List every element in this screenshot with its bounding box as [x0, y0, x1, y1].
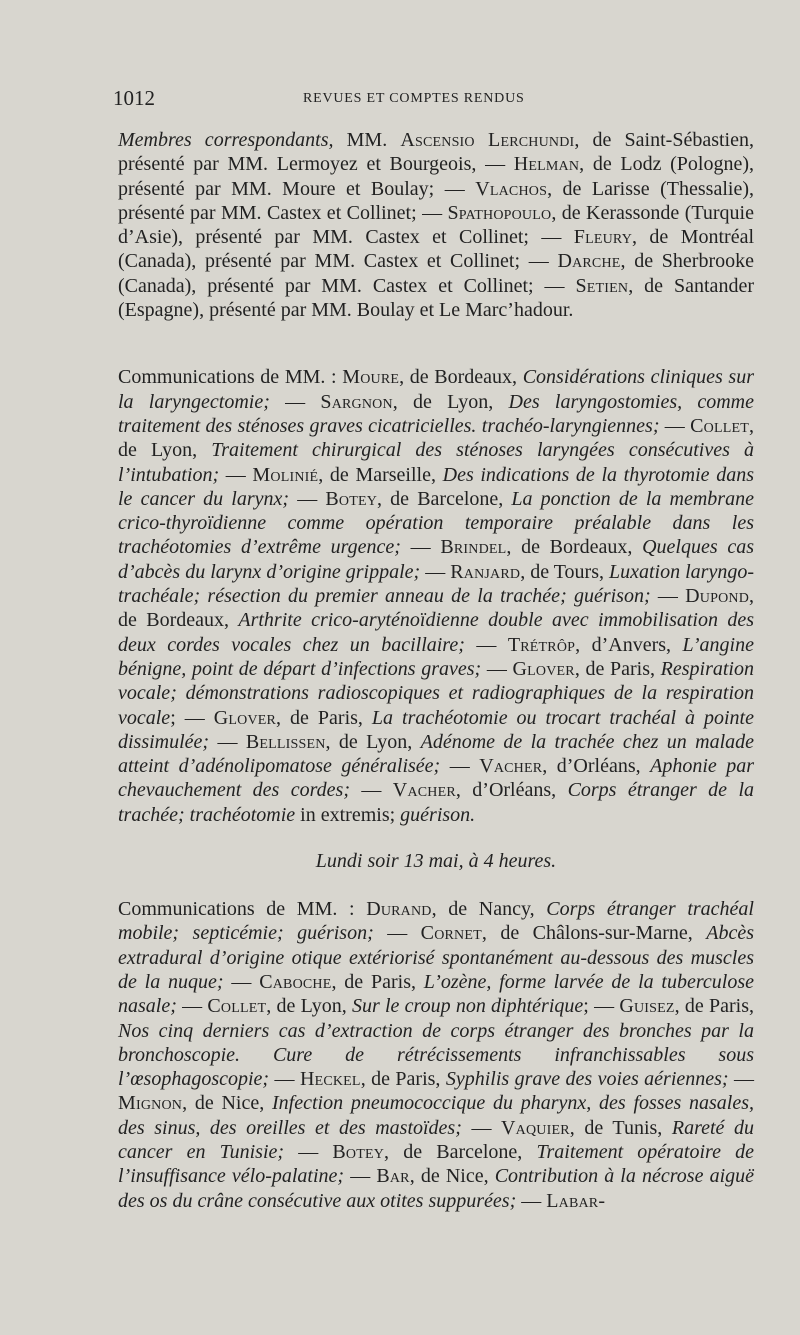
spacer — [118, 827, 754, 849]
author-name: Collet — [207, 995, 267, 1018]
communication-title: Respiration vocale; démonstrations radioscopiques et radiographiques de la respiration vocale — [118, 657, 754, 729]
text-span: , de Nancy, — [431, 898, 547, 921]
communication-title: Abcès extradural d’origine otique extériorisé spontanément au-dessous des muscles de la nuque; — [118, 922, 754, 993]
communication-title: Traitement chirurgical des sténoses laryngées consécutives à l’intubation; — [118, 439, 754, 486]
text-span: , de Tours, — [520, 560, 609, 583]
text-span: , de Santander (Espagne), présenté par MM. Boulay et Le Marc’hadour. — [118, 274, 754, 322]
text-span: , de Lyon, — [392, 390, 509, 413]
text-span: — — [223, 970, 260, 993]
text-span: — — [420, 560, 451, 583]
text-span: , de Bordeaux, — [118, 585, 755, 632]
communication-title: Contribution à la nécrose aiguë des os du crâne consécutive aux otites suppurées; — [118, 1165, 755, 1212]
text-span: , d’Orléans, — [455, 779, 568, 802]
communication-title: L’ozène, forme larvée de la tuberculose nasale; — [118, 970, 754, 1018]
text-span: , de Saint-Sébastien, présenté par MM. Lermoyez et Bourgeois, — — [118, 129, 754, 176]
text-span: — — [516, 1189, 547, 1212]
author-name: Brindel — [440, 536, 507, 559]
author-name: Spathopoulo — [447, 201, 552, 224]
paragraph-communications-monday — [118, 897, 754, 1213]
communication-title: Syphilis grave des voies aériennes; — [445, 1068, 729, 1091]
text-span: Communications de MM. : — [118, 366, 343, 389]
text-span: ; — — [170, 706, 214, 729]
paragraph-members — [118, 128, 754, 322]
author-name: Cornet — [420, 922, 482, 945]
text-span: — — [284, 1140, 333, 1163]
author-name: Botey — [332, 1140, 385, 1163]
communication-title: Des indications de la thyrotomie dans le cancer du larynx; — [118, 463, 754, 510]
author-name: Vlachos — [475, 177, 548, 200]
communication-title: La trachéotomie ou trocart trachéal à pointe dissimulée; — [118, 706, 754, 753]
author-name: Darche — [557, 250, 621, 273]
text-span: — — [269, 390, 321, 413]
text-span: Communications de MM. : — [118, 898, 367, 921]
text-span: , d’Orléans, — [542, 755, 651, 778]
author-name: Durand — [366, 898, 432, 921]
text-span: in extremis; — [295, 803, 401, 826]
text-span: , de Nice, — [409, 1165, 495, 1188]
author-name: Sargnon — [320, 390, 393, 413]
text-span: , de Barcelone, — [377, 487, 512, 510]
communication-title: Corps étranger de la trachée; trachéotomie — [118, 779, 754, 826]
author-name: Guisez — [619, 995, 675, 1018]
text-span: , de Paris, — [574, 657, 661, 680]
spacer — [118, 322, 754, 365]
text-span: , de Bordeaux, — [506, 536, 643, 559]
running-title: REVUES ET COMPTES RENDUS — [303, 91, 525, 106]
text-span: — — [209, 730, 246, 753]
communication-title: Luxation laryngo-trachéale; résection du premier anneau de la trachée; guérison; — [118, 560, 754, 608]
text-span: , de Lyon, — [118, 414, 754, 462]
communication-title: Quelques cas d’abcès du larynx d’origine grippale; — [118, 536, 754, 583]
text-span: — — [289, 487, 326, 510]
communication-title: Sur le croup non diphtérique — [351, 995, 584, 1018]
text-span: , de Paris, — [331, 970, 424, 993]
text-span: — — [176, 995, 208, 1018]
text-span: , de Lyon, — [266, 995, 352, 1018]
author-name: Bar — [376, 1165, 410, 1188]
text-span: — — [440, 755, 480, 778]
author-name: Botey — [325, 487, 378, 510]
page-number: 1012 — [113, 86, 155, 110]
communication-title: Arthrite crico-aryténoïdienne double avec immobilisation des deux cordes vocales chez un bacillaire; — [118, 609, 754, 656]
author-name: Caboche — [259, 970, 332, 993]
text-span: — — [728, 1068, 754, 1091]
author-name: Ranjard — [450, 560, 521, 583]
author-name: Labar- — [546, 1189, 606, 1212]
text-span: , de Sherbrooke (Canada), présenté par MM. Castex et Collinet; — — [118, 250, 754, 297]
text-span: — — [344, 1165, 377, 1188]
text-span: , d’Anvers, — [575, 633, 683, 656]
author-name: Fleury — [573, 226, 633, 249]
text-span: — — [349, 779, 393, 802]
text-span: ; — — [583, 995, 620, 1018]
page-header — [113, 86, 753, 116]
text-span: — — [219, 463, 253, 486]
author-name: Molinié — [252, 463, 319, 486]
author-name: Bellissen — [245, 730, 326, 753]
communication-title: L’angine bénigne, point de départ d’infections graves; — [118, 633, 754, 680]
author-name: Vaquier — [501, 1116, 570, 1139]
author-name: Vacher — [392, 779, 456, 802]
text-span: — — [461, 1116, 502, 1139]
author-name: Ascensio Lerchundi — [400, 129, 575, 151]
text-span: , de Paris, — [276, 706, 372, 729]
text-span: — — [373, 922, 421, 945]
text-span: — — [481, 657, 513, 680]
text-span: — — [659, 414, 691, 437]
author-name: Trétrôp — [507, 633, 576, 656]
session-heading: Lundi soir 13 mai, à 4 heures. — [315, 850, 557, 873]
text-span: Membres correspondants, — [118, 129, 334, 151]
page-body — [118, 128, 754, 1213]
communication-title: Infection pneumococcique du pharynx, des fosses nasales, des sinus, des oreilles et des mastoïdes; — [118, 1092, 754, 1139]
communication-title: Rareté du cancer en Tunisie; — [118, 1116, 754, 1163]
author-name: Helman — [513, 153, 580, 176]
text-span: , de Lodz (Pologne), présenté par MM. Moure et Boulay; — — [118, 153, 754, 200]
text-span: — — [400, 536, 441, 559]
author-name: Dupond — [685, 585, 750, 608]
text-span: , de Nice, — [182, 1092, 272, 1115]
text-span: , de Bordeaux, — [399, 366, 523, 389]
text-span: , de Kerassonde (Turquie d’Asie), présenté par MM. Castex et Collinet; — — [118, 201, 754, 249]
communication-title: Aphonie par chevauchement des cordes; — [118, 755, 755, 802]
text-span: — — [269, 1068, 300, 1091]
text-span: , de Marseille, — [318, 463, 443, 486]
author-name: Collet — [690, 414, 749, 437]
text-span: MM. — [333, 129, 401, 151]
text-span: , de Larisse (Thessalie), présenté par MM. Castex et Collinet; — — [118, 177, 754, 224]
communication-title: La ponction de la membrane crico-thyroïdienne comme opération temporaire préalable dans les trachéotomies d’extrême urgence; — [118, 487, 754, 559]
text-span: , de Tunis, — [569, 1116, 672, 1139]
author-name: Mignon — [118, 1092, 183, 1115]
text-span: , de Montréal (Canada), présenté par MM. Castex et Collinet; — — [118, 226, 755, 273]
text-span: , de Lyon, — [325, 730, 421, 753]
communication-title: Adénome de la trachée chez un malade atteint d’adénolipomatose généralisée; — [118, 730, 755, 778]
author-name: Glover — [213, 706, 277, 729]
communication-title: Considérations cliniques sur la laryngectomie; — [118, 366, 754, 413]
communication-title: Nos cinq derniers cas d’extraction de corps étranger des bronches par la bronchoscopie. Cure de rétrécissements infranchissables sous l’œsophagoscopie; — [118, 1019, 754, 1091]
text-span: , de Barcelone, — [384, 1140, 537, 1163]
paragraph-communications — [118, 365, 754, 827]
communication-title: Corps étranger trachéal mobile; septicémie; guérison; — [118, 898, 754, 945]
communication-title: guérison. — [400, 803, 476, 826]
text-span: , de Châlons-sur-Marne, — [481, 922, 707, 945]
author-name: Heckel — [299, 1068, 361, 1091]
text-span: — — [650, 585, 686, 608]
text-span: , de Paris, — [360, 1068, 446, 1091]
author-name: Vacher — [479, 755, 543, 778]
text-span: , de Paris, — [674, 995, 754, 1018]
communication-title: Traitement opératoire de l’insuffisance vélo-palatine; — [118, 1140, 754, 1188]
author-name: Glover — [512, 657, 575, 680]
text-span: — — [464, 633, 508, 656]
author-name: Moure — [342, 366, 400, 389]
spacer — [118, 873, 754, 897]
communication-title: Des laryngostomies, comme traitement des sténoses graves cicatricielles. trachéo-laryngiennes; — [118, 390, 754, 437]
author-name: Setien — [575, 274, 629, 297]
